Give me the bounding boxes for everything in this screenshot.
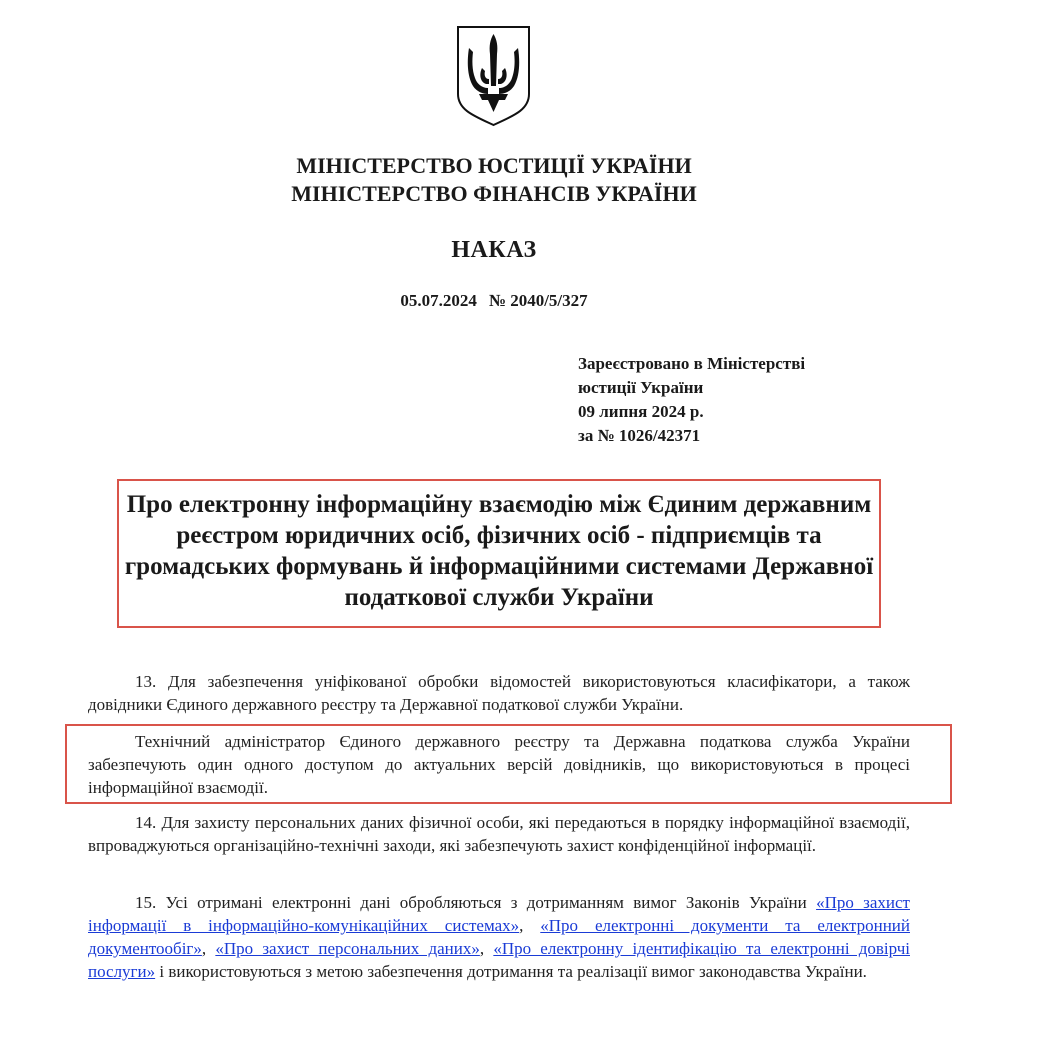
paragraph-technical-admin-text: Технічний адміністратор Єдиного державного реєстру та Державна податкова служба України забезпечують один одного доступом до актуальних версій довідників, що використовуються в процесі інформаційної взаємодії. xyxy=(88,732,910,797)
order-number: № 2040/5/327 xyxy=(488,291,588,310)
ministry-justice: МІНІСТЕРСТВО ЮСТИЦІЇ УКРАЇНИ xyxy=(296,153,692,178)
registration-stamp xyxy=(578,352,805,448)
registration-line: 09 липня 2024 р. xyxy=(578,402,704,421)
registration-line: юстиції України xyxy=(578,378,704,397)
ukraine-trident-coat-of-arms-icon xyxy=(455,24,532,128)
registration-line: Зареєстровано в Міністерстві xyxy=(578,354,806,373)
separator-text: , xyxy=(519,916,541,935)
title-highlight-box xyxy=(117,479,881,628)
paragraph-technical-admin xyxy=(88,730,910,799)
order-heading: НАКАЗ xyxy=(451,237,537,263)
paragraph-14-text: 14. Для захисту персональних даних фізичної особи, які передаються в порядку інформаційної взаємодії, впроваджуються організаційно-технічні заходи, які забезпечують захист конфіденційної інформації. xyxy=(88,813,910,855)
order-date: 05.07.2024 xyxy=(400,291,477,310)
law-link-electronic-documents[interactable]: «Про електронні документи та електронний документообіг» xyxy=(88,916,910,958)
registration-line: за № 1026/42371 xyxy=(578,426,701,445)
order-date-line xyxy=(0,290,988,312)
separator-text: , xyxy=(479,939,494,958)
ministry-finance: МІНІСТЕРСТВО ФІНАНСІВ УКРАЇНИ xyxy=(291,181,697,206)
paragraph-15-outro: і використовуються з метою забезпечення дотримання та реалізації вимог законодавства України. xyxy=(155,962,867,981)
law-link-personal-data[interactable]: «Про захист персональних даних» xyxy=(215,939,480,958)
paragraph-15 xyxy=(88,891,910,983)
paragraph-13-text: 13. Для забезпечення уніфікованої обробки відомостей використовуються класифікатори, а також довідники Єдиного державного реєстру та Державної податкової служби України. xyxy=(88,672,910,714)
paragraph-15-intro: 15. Усі отримані електронні дані обробляються з дотриманням вимог Законів України xyxy=(135,893,817,912)
separator-text: , xyxy=(201,939,216,958)
ministries-header xyxy=(0,152,988,208)
document-title: Про електронну інформаційну взаємодію між Єдиним державним реєстром юридичних осіб, фізичних осіб - підприємців та громадських формувань й інформаційними системами Державної податкової служби України xyxy=(124,491,874,611)
law-link-electronic-identification[interactable]: «Про електронну ідентифікацію та електронні довірчі послуги» xyxy=(88,939,910,981)
law-link-info-protection[interactable]: «Про захист інформації в інформаційно-комунікаційних системах» xyxy=(88,893,910,935)
paragraph-13 xyxy=(88,670,910,716)
paragraph-14 xyxy=(88,811,910,857)
